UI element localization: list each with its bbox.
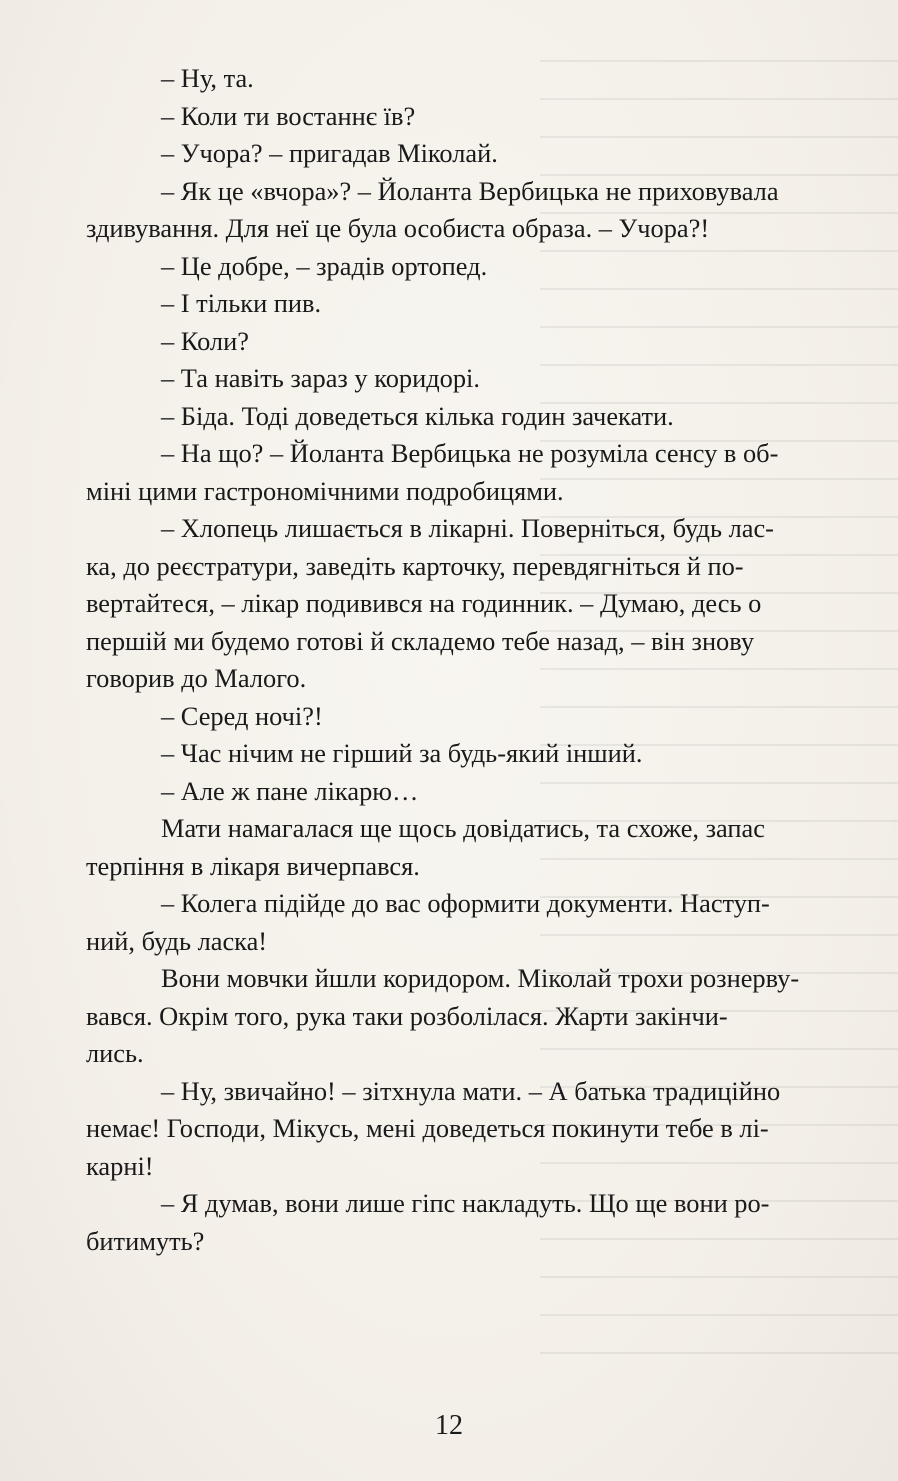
text-line: битимуть? bbox=[86, 1225, 205, 1256]
text-line: – Це добре, – зрадів ортопед. bbox=[161, 250, 488, 281]
text-line: – Ну, звичайно! – зітхнула мати. – А батька традиційно bbox=[161, 1075, 781, 1106]
text-line: – Ну, та. bbox=[161, 63, 254, 93]
text-line: вався. Окрім того, рука таки розболілася. Жарти закінчи- bbox=[86, 1000, 728, 1031]
text-line: – Як це «вчора»? – Йоланта Вербицька не приховувала bbox=[161, 175, 779, 206]
text-line: ка, до реєстратури, заведіть карточку, перевдягніться й по- bbox=[86, 550, 744, 581]
text-line: говорив до Малого. bbox=[86, 663, 307, 693]
text-line: здивування. Для неї це була особиста образа. – Учора?! bbox=[86, 213, 710, 243]
text-line: – Учора? – пригадав Міколай. bbox=[161, 138, 498, 168]
text-line: карні! bbox=[86, 1150, 154, 1181]
text-line: Вони мовчки йшли коридором. Міколай трохи рознерву- bbox=[161, 963, 800, 993]
text-line: терпіння в лікаря вичерпався. bbox=[86, 850, 420, 881]
text-line: ний, будь ласка! bbox=[86, 925, 268, 956]
text-line: – Колега підійде до вас оформити документи. Наступ- bbox=[161, 888, 770, 918]
text-line: – Але ж пане лікарю… bbox=[161, 775, 419, 806]
body-text bbox=[86, 60, 877, 1260]
text-line: першій ми будемо готові й складемо тебе назад, – він знову bbox=[86, 625, 755, 656]
text-line: – Коли? bbox=[161, 325, 249, 356]
text-line: Мати намагалася ще щось довідатись, та схоже, запас bbox=[161, 813, 765, 843]
text-line: – Та навіть зараз у коридорі. bbox=[161, 363, 480, 393]
text-line: – На що? – Йоланта Вербицька не розуміла сенсу в об- bbox=[161, 438, 779, 468]
text-line: немає! Господи, Мікусь, мені доведеться покинути тебе в лі- bbox=[86, 1113, 769, 1143]
text-line: – Коли ти востаннє їв? bbox=[161, 100, 416, 131]
text-line: – І тільки пив. bbox=[161, 288, 322, 318]
text-line: лись. bbox=[86, 1038, 144, 1068]
text-line: – Серед ночі?! bbox=[161, 700, 323, 731]
text-line: – Біда. Тоді доведеться кілька годин зачекати. bbox=[161, 400, 674, 431]
text-line: – Час нічим не гірший за будь-який інший. bbox=[161, 738, 643, 768]
text-line: міні цими гастрономічними подробицями. bbox=[86, 475, 564, 506]
text-line: – Я думав, вони лише гіпс накладуть. Що ще вони ро- bbox=[161, 1188, 770, 1218]
page-number: 12 bbox=[435, 1410, 463, 1441]
text-line: вертайтеся, – лікар подивився на годинник. – Думаю, десь о bbox=[86, 588, 762, 618]
text-line: – Хлопець лишається в лікарні. Поверніться, будь лас- bbox=[161, 513, 774, 543]
